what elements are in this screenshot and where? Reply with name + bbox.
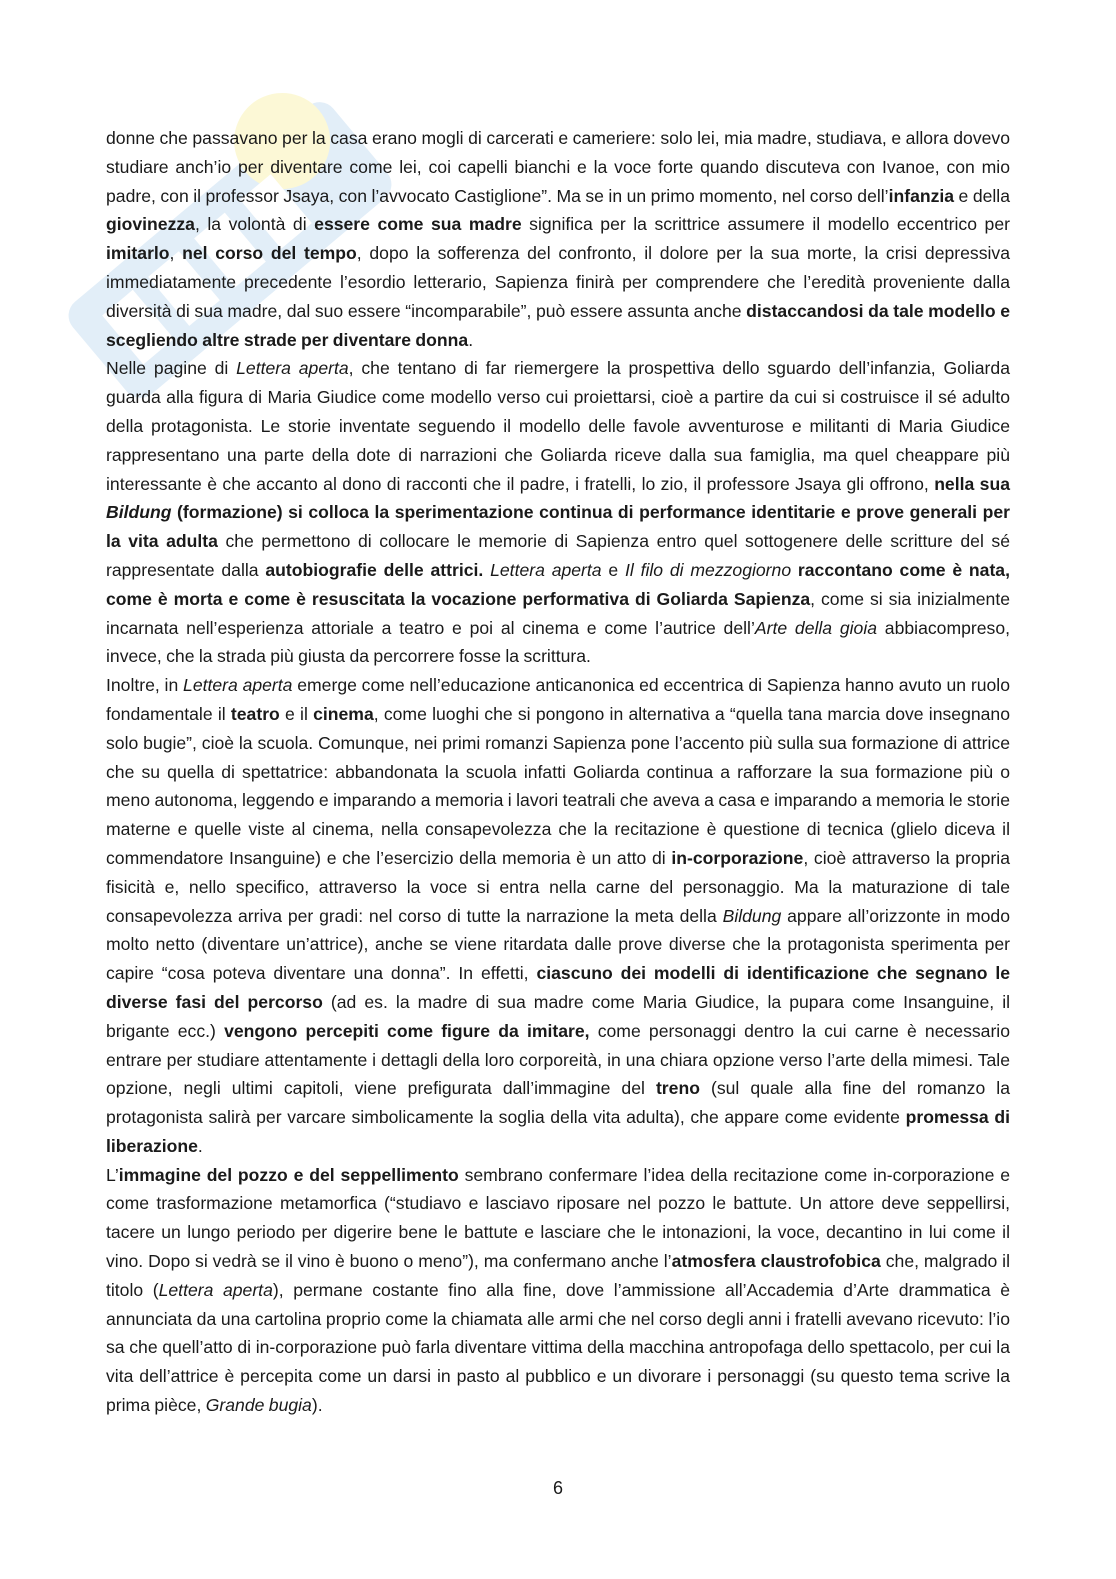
text-run: , come luoghi che si pongono in alternativa a “quella tana marcia dove insegnano solo bugie”, cioè la scuola. Comunque, nei primi romanzi Sapienza pone l’accento più sulla sua formazione di attrice che su quella di spettatrice: abbandonata la scuola infatti Goliarda continua a rafforzare la sua formazione più o meno autonoma, leggendo e imparando a memoria i lavori teatrali che aveva a casa e imparando a memoria le storie materne e quelle viste al cinema, nella consapevolezza che la recitazione è questione di tecnica (glielo diceva il commendatore Insanguine) e che l’esercizio della memoria è un atto di xyxy=(106,703,1010,868)
text-run: significa per la scrittrice assumere il modello eccentrico per xyxy=(521,214,1010,235)
emphasis-text: Il filo di mezzogiorno xyxy=(624,559,792,580)
text-run: L’ xyxy=(106,1164,119,1185)
emphasis-text: immagine del pozzo e del seppellimento xyxy=(118,1164,459,1185)
emphasis-text: Lettera aperta xyxy=(158,1279,273,1300)
emphasis-text: Lettera aperta xyxy=(183,675,293,696)
emphasis-text: nella sua xyxy=(934,473,1010,494)
text-run: (sul quale alla fine del romanzo la protagonista salirà per varcare simbolicamente la soglia della vita adulta), che appare come evidente xyxy=(106,1078,1010,1128)
emphasis-text: Bildung xyxy=(722,905,782,926)
text-run: appare all’orizzonte in modo molto netto (diventare un’attrice), anche se viene ritardata dalle prove diverse che la protagonista sperimenta per capire “cosa poteva diventare una donna”. In effetti, xyxy=(106,905,1010,984)
text-run: che, malgrado il titolo ( xyxy=(106,1251,1010,1300)
text-run: . xyxy=(468,329,474,350)
text-run: sembrano confermare l’idea della recitazione come in-corporazione e come trasformazione metamorfica (“studiavo e lasciavo riposare nel pozzo le battute. Un attore deve seppellirsi, tacere un lungo periodo per digerire bene le battute e lasciare che le intonazioni, la voce, decantino in lui come il vino. Dopo si vedrà se il vino è buono o meno”), ma confermano anche l’ xyxy=(106,1164,1010,1272)
page-number: 6 xyxy=(552,1478,563,1498)
emphasis-text: infanzia xyxy=(888,185,955,206)
text-run: , la volontà di xyxy=(194,214,315,235)
emphasis-text: distaccandosi da tale modello e scegliendo altre strade per diventare donna xyxy=(106,300,1011,350)
text-run: , come si sia inizialmente incarnata nell’esperienza attoriale a teatro e poi al cinema e come l’autrice dell’ xyxy=(106,588,1010,638)
text-run: e della xyxy=(954,185,1010,206)
text-run: , che tentano di far riemergere la prospettiva dello sguardo dell’infanzia, Goliarda guarda alla figura di Maria Giudice come modello verso cui proiettarsi, cioè a partire da cui si costruisce il sé adulto della protagonista. Le storie inventate seguendo il modello delle favole avventurose e militanti di Maria Giudice rappresentano una parte della dote di narrazioni che Goliarda riceve dalla sua famiglia, ma quel cheappare più interessante è che accanto al dono di racconti che il padre, i fratelli, lo zio, il professore Jsaya gli offrono, xyxy=(106,358,1010,494)
text-run: e il xyxy=(279,703,314,724)
text-run: (ad es. la madre di sua madre come Maria Giudice, la pupara come Insanguine, il brigante ecc.) xyxy=(106,991,1011,1041)
emphasis-text: Lettera aperta xyxy=(490,559,602,580)
emphasis-text: essere come sua madre xyxy=(314,214,522,235)
emphasis-text: autobiografie delle attrici. xyxy=(265,559,484,580)
emphasis-text: Bildung xyxy=(106,502,172,523)
text-run: come personaggi dentro la cui carne è necessario entrare per studiare attentamente i dettagli della loro corporeità, in una chiara opzione verso l’arte della mimesi. Tale opzione, negli ultimi capitoli, viene prefigurata dall’immagine del xyxy=(106,1020,1010,1099)
text-run: Inoltre, in xyxy=(106,675,184,696)
text-run: , xyxy=(169,243,183,264)
emphasis-text: cinema xyxy=(313,703,374,724)
text-run: ). xyxy=(311,1395,323,1416)
text-run: ), permane costante fino alla fine, dove l’ammissione all’Accademia d’Arte drammatica è annunciata da una cartolina proprio come la chiamata alle armi che nel corso degli anni i fratelli avevano ricevuto: l’io sa che quell’atto di in-corporazione può farla diventare vittima della macchina antropofaga dello spettacolo, per cui la vita dell’attrice è percepita come un darsi in pasto al pubblico e un divorare i personaggi (su questo tema scrive la prima pièce, xyxy=(106,1279,1010,1416)
document-body xyxy=(106,124,1010,1420)
paragraph xyxy=(106,124,1010,354)
text-run xyxy=(791,560,798,580)
emphasis-text: atmosfera claustrofobica xyxy=(671,1251,881,1272)
paragraph xyxy=(106,671,1010,1161)
emphasis-text: Lettera aperta xyxy=(236,358,349,379)
paragraph xyxy=(106,354,1010,671)
text-run: , cioè attraverso la propria fisicità e, nello specifico, attraverso la voce si entra nella carne del personaggio. Ma la maturazione di tale consapevolezza arriva per gradi: nel corso di tutte la narrazione la meta della xyxy=(106,847,1010,926)
text-run: che permettono di collocare le memorie di Sapienza entro quel sottogenere delle scritture del sé rappresentate dalla xyxy=(106,531,1010,580)
paragraph xyxy=(106,1161,1010,1420)
text-run: donne che passavano per la casa erano mogli di carcerati e cameriere: solo lei, mia madre, studiava, e allora dovevo studiare anch’io per diventare come lei, coi capelli bianchi e la voce forte quando discuteva con Ivanoe, con mio padre, con il professor Jsaya, con l’avvocato Castiglione”. Ma se in un primo momento, nel corso dell’ xyxy=(106,128,1010,206)
emphasis-text: giovinezza xyxy=(106,214,195,235)
emphasis-text: ciascuno dei modelli di identificazione che segnano le diverse fasi del percorso xyxy=(106,963,1011,1012)
emphasis-text: vengono percepiti come figure da imitare, xyxy=(224,1020,590,1041)
emphasis-text: promessa di liberazione xyxy=(106,1107,1010,1156)
emphasis-text: raccontano come è nata, come è morta e come è resuscitata la vocazione performativa di Goliarda Sapienza xyxy=(106,559,1010,609)
emphasis-text: Grande bugia xyxy=(205,1395,312,1416)
text-run: , dopo la sofferenza del confronto, il dolore per la sua morte, la crisi depressiva immediatamente precedente l’esordio letterario, Sapienza finirà per comprendere che l’eredità proveniente dalla diversità di sua madre, dal suo essere “incomparabile”, può essere assunta anche xyxy=(106,243,1010,321)
emphasis-text: treno xyxy=(655,1078,700,1099)
emphasis-text: nel corso del tempo xyxy=(182,243,357,264)
emphasis-text: in-corporazione xyxy=(671,847,804,868)
emphasis-text: teatro xyxy=(230,703,280,724)
text-run: Nelle pagine di xyxy=(106,358,237,379)
text-run: abbiacompreso, invece, che la strada più giusta da percorrere fosse la scrittura. xyxy=(106,617,1010,667)
text-run: e xyxy=(601,559,625,580)
text-run: . xyxy=(197,1135,203,1156)
emphasis-text: imitarlo xyxy=(106,243,170,264)
text-run: emerge come nell’educazione anticanonica ed eccentrica di Sapienza hanno avuto un ruolo fondamentale il xyxy=(106,675,1010,724)
emphasis-text: (formazione) si colloca la sperimentazione continua di performance identitarie e prove generali per la vita adulta xyxy=(106,502,1010,552)
emphasis-text: Arte della gioia xyxy=(754,617,878,638)
